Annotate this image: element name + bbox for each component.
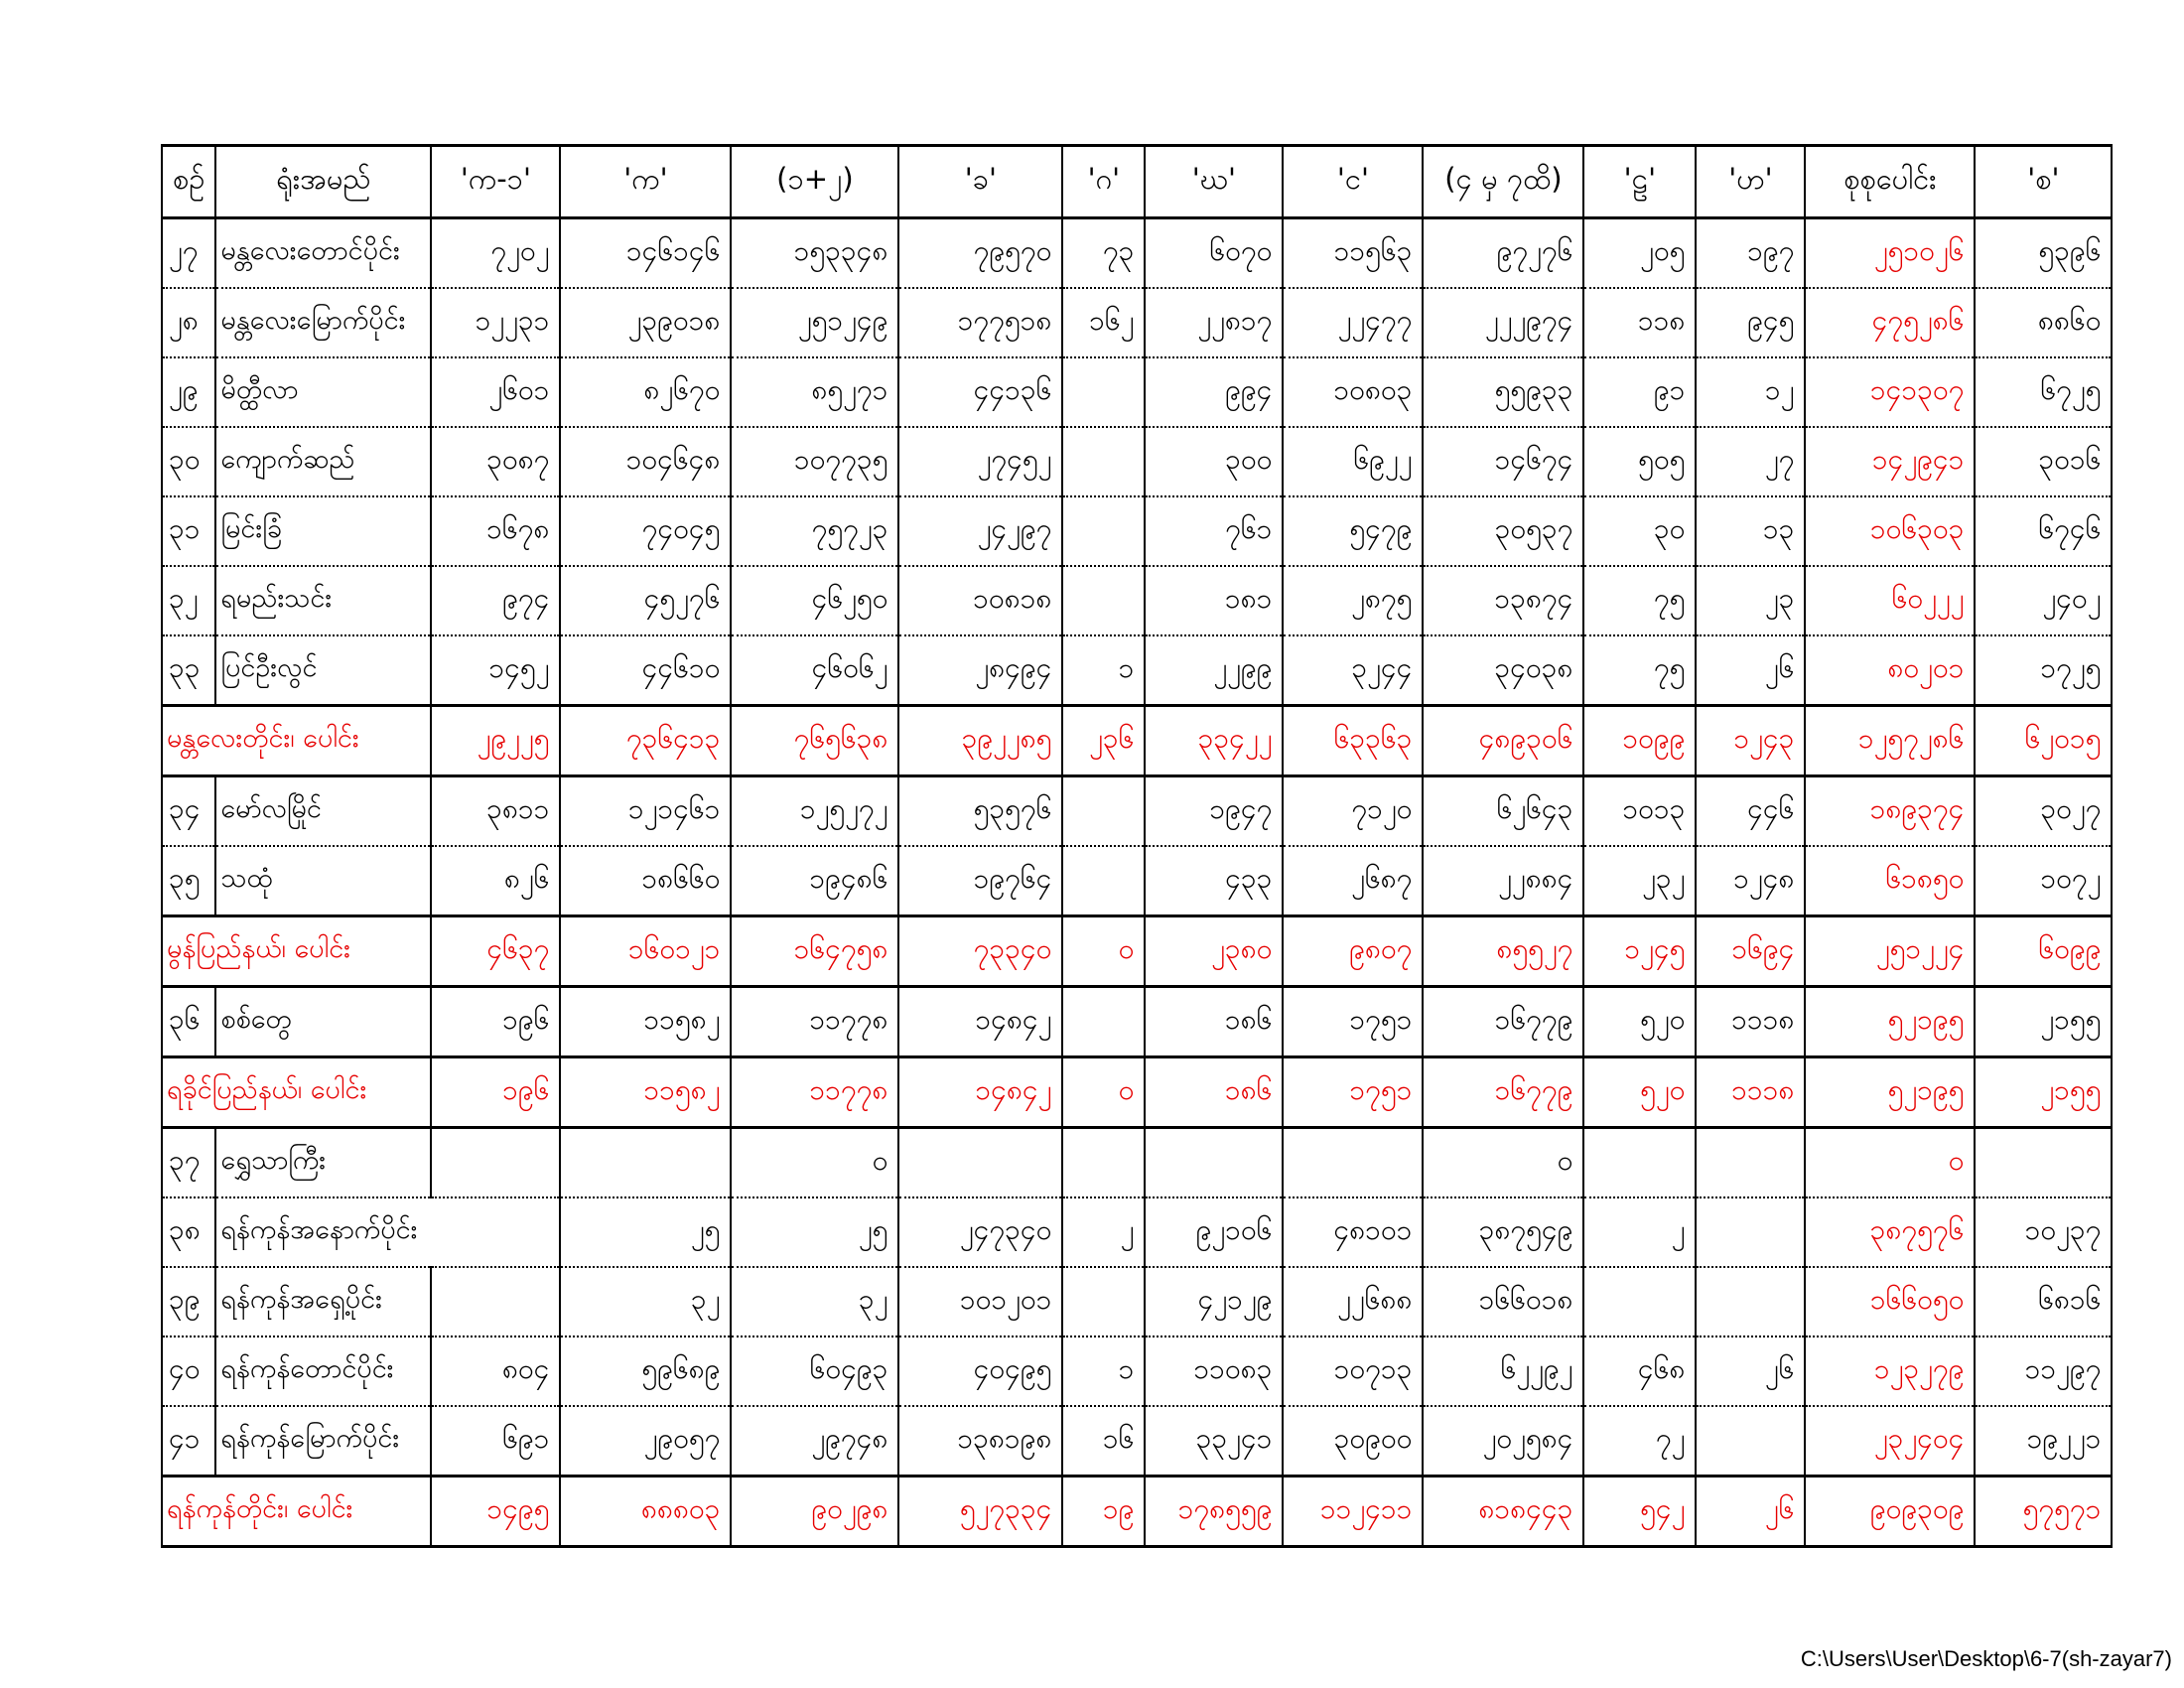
value-cell: ၅၄၇၉	[1283, 496, 1423, 566]
table-row	[162, 566, 2112, 635]
value-cell: ၁၂	[1696, 357, 1805, 427]
total-cell: ၁၄၂၉၄၁	[1805, 427, 1975, 496]
value-cell	[1062, 496, 1145, 566]
value-cell: ၂၆	[1696, 1477, 1805, 1547]
value-cell: ၈၈၈၀၃	[560, 1477, 731, 1547]
row-index: ၄၁	[162, 1406, 215, 1477]
column-header: 'က'	[560, 146, 731, 218]
value-cell: ၁၆၂	[1062, 288, 1145, 357]
value-cell: ၆၉၂၂	[1283, 427, 1423, 496]
row-index: ၃၅	[162, 846, 215, 916]
row-index: ၃၇	[162, 1128, 215, 1198]
value-cell: ၁၉၄၇	[1145, 776, 1283, 847]
column-header: 'ခ'	[898, 146, 1062, 218]
value-cell: ၄၆၃၇	[431, 916, 560, 987]
value-cell: ၆၂၂၉၂	[1423, 1336, 1583, 1406]
value-cell: ၁၂၅၂၇၂	[731, 776, 898, 847]
value-cell: ၂၃၂	[1583, 846, 1696, 916]
value-cell: ၆၂၆၄၃	[1423, 776, 1583, 847]
value-cell: ၁၇၂၅	[1975, 635, 2112, 706]
value-cell: ၄၀၄၉၅	[898, 1336, 1062, 1406]
value-cell: ၃၀၁၆	[1975, 427, 2112, 496]
column-header: 'ဃ'	[1145, 146, 1283, 218]
table-row	[162, 288, 2112, 357]
value-cell: ၂၆၀၁	[431, 357, 560, 427]
value-cell: ၂၅	[560, 1197, 731, 1267]
value-cell	[1062, 427, 1145, 496]
value-cell: ၂၃၈၀	[1145, 916, 1283, 987]
value-cell: ၆၇၂၅	[1975, 357, 2112, 427]
value-cell: ၀	[1062, 916, 1145, 987]
value-cell: ၂၄၀၂	[1975, 566, 2112, 635]
value-cell: ၅၇၅၇၁	[1975, 1477, 2112, 1547]
value-cell: ၀	[1062, 1057, 1145, 1128]
value-cell: ၂၅	[731, 1197, 898, 1267]
value-cell: ၃၀၉၀၀	[1283, 1406, 1423, 1477]
value-cell: ၂၁၅၅	[1975, 987, 2112, 1057]
value-cell: ၂၄၇၃၄၀	[898, 1197, 1062, 1267]
column-header: 'က-၁'	[431, 146, 560, 218]
value-cell: ၁၁၁၈	[1696, 987, 1805, 1057]
office-name: မော်လမြိုင်	[215, 776, 431, 847]
subtotal-label: ရန်ကုန်တိုင်း၊ ပေါင်း	[162, 1477, 431, 1547]
value-cell: ၂၇	[1696, 427, 1805, 496]
value-cell: ၁၁၇၇၈	[731, 987, 898, 1057]
value-cell: ၁၉	[1062, 1477, 1145, 1547]
value-cell: ၁	[1062, 1336, 1145, 1406]
subtotal-row	[162, 916, 2112, 987]
value-cell: ၂၅၁၂၄၉	[731, 288, 898, 357]
table-row	[162, 218, 2112, 289]
value-cell: ၁၃၈၇၄	[1423, 566, 1583, 635]
value-cell: ၁၀၇၇၃၅	[731, 427, 898, 496]
value-cell: ၄၆၂၅၀	[731, 566, 898, 635]
value-cell: ၇၂	[1583, 1406, 1696, 1477]
office-name: စစ်တွေ	[215, 987, 431, 1057]
value-cell: ၇၃	[1062, 218, 1145, 289]
total-cell: ၅၂၁၉၅	[1805, 1057, 1975, 1128]
subtotal-row	[162, 1057, 2112, 1128]
value-cell: ၁၅၃၃၄၈	[731, 218, 898, 289]
value-cell: ၇၃၆၄၁၃	[560, 706, 731, 776]
value-cell	[1583, 1267, 1696, 1336]
value-cell: ၁၁၅၈၂	[560, 987, 731, 1057]
total-cell: ၂၃၂၄၀၄	[1805, 1406, 1975, 1477]
value-cell: ၆၂၀၁၅	[1975, 706, 2112, 776]
value-cell: ၇၅	[1583, 566, 1696, 635]
value-cell	[1283, 1128, 1423, 1198]
value-cell: ၄၆၀၆၂	[731, 635, 898, 706]
value-cell: ၄၂၁၂၉	[1145, 1267, 1283, 1336]
column-header: 'င'	[1283, 146, 1423, 218]
row-index: ၄၀	[162, 1336, 215, 1406]
table-row	[162, 987, 2112, 1057]
value-cell: ၂၃၆	[1062, 706, 1145, 776]
value-cell: ၂၉၇၄၈	[731, 1406, 898, 1477]
value-cell: ၁၆၇၇၉	[1423, 987, 1583, 1057]
table-row	[162, 846, 2112, 916]
value-cell: ၅၃၉၆	[1975, 218, 2112, 289]
value-cell: ၆၇၄၆	[1975, 496, 2112, 566]
column-header: ရုံးအမည်	[215, 146, 431, 218]
value-cell: ၁၁၁၈	[1696, 1057, 1805, 1128]
office-name: ရမည်းသင်း	[215, 566, 431, 635]
table-row	[162, 427, 2112, 496]
value-cell: ၆၀၉၉	[1975, 916, 2112, 987]
value-cell: ၁၉၇	[1696, 218, 1805, 289]
value-cell	[431, 1128, 560, 1198]
row-index: ၃၄	[162, 776, 215, 847]
table-row	[162, 357, 2112, 427]
value-cell: ၇၉၅၇၀	[898, 218, 1062, 289]
value-cell	[431, 1267, 560, 1336]
column-header: စဉ်	[162, 146, 215, 218]
value-cell: ၁၆	[1062, 1406, 1145, 1477]
value-cell: ၂၈၄၉၄	[898, 635, 1062, 706]
value-cell: ၁၇၅၁	[1283, 1057, 1423, 1128]
value-cell: ၁၈၁	[1145, 566, 1283, 635]
value-cell: ၁၀၂၃၇	[1975, 1197, 2112, 1267]
column-header: 'ဂ'	[1062, 146, 1145, 218]
total-cell: ၅၂၁၉၅	[1805, 987, 1975, 1057]
value-cell: ၇၆၁	[1145, 496, 1283, 566]
value-cell: ၇၄၀၄၅	[560, 496, 731, 566]
value-cell: ၃၀	[1583, 496, 1696, 566]
column-header: (၁+၂)	[731, 146, 898, 218]
value-cell: ၄၄၆	[1696, 776, 1805, 847]
office-name: မြင်းခြံ	[215, 496, 431, 566]
value-cell: ၃၀၂၇	[1975, 776, 2112, 847]
subtotal-label: မွန်ပြည်နယ်၊ ပေါင်း	[162, 916, 431, 987]
column-header: စုစုပေါင်း	[1805, 146, 1975, 218]
value-cell: ၅၂၀	[1583, 1057, 1696, 1128]
row-index: ၃၁	[162, 496, 215, 566]
value-cell: ၁၆၉၄	[1696, 916, 1805, 987]
office-name: ပြင်ဦးလွင်	[215, 635, 431, 706]
value-cell	[1062, 566, 1145, 635]
value-cell	[1696, 1197, 1805, 1267]
value-cell: ၇၆၅၆၃၈	[731, 706, 898, 776]
value-cell	[560, 1128, 731, 1198]
value-cell: ၂၂၈၈၄	[1423, 846, 1583, 916]
value-cell	[1062, 776, 1145, 847]
row-index: ၃၀	[162, 427, 215, 496]
value-cell: ၈၅၂၇၁	[731, 357, 898, 427]
value-cell: ၆၀၇၀	[1145, 218, 1283, 289]
value-cell: ၆၉၁	[431, 1406, 560, 1477]
value-cell: ၂၂၆၈၈	[1283, 1267, 1423, 1336]
file-path-footer: C:\Users\User\Desktop\6-7(sh-zayar7)	[1800, 1646, 2172, 1671]
total-cell: ၂၅၁၀၂၆	[1805, 218, 1975, 289]
row-index: ၃၃	[162, 635, 215, 706]
value-cell: ၆၀၄၉၃	[731, 1336, 898, 1406]
value-cell: ၁၄၆၇၄	[1423, 427, 1583, 496]
value-cell: ၃၉၂၂၈၅	[898, 706, 1062, 776]
value-cell: ၁၃	[1696, 496, 1805, 566]
value-cell: ၂၄၂၉၇	[898, 496, 1062, 566]
office-name: မန္တလေးတောင်ပိုင်း	[215, 218, 431, 289]
column-header: 'ဟ'	[1696, 146, 1805, 218]
value-cell: ၃၂	[560, 1267, 731, 1336]
value-cell: ၆၈၁၆	[1975, 1267, 2112, 1336]
value-cell: ၁၂၁၄၆၁	[560, 776, 731, 847]
value-cell: ၂၆	[1696, 635, 1805, 706]
value-cell: ၈၁၈၄၄၃	[1423, 1477, 1583, 1547]
table-row	[162, 1128, 2112, 1198]
office-name: ရန်ကုန်မြောက်ပိုင်း	[215, 1406, 431, 1477]
value-cell: ၄၄၁၃၆	[898, 357, 1062, 427]
value-cell: ၁၄၈၄၂	[898, 987, 1062, 1057]
value-cell: ၈၅၅၂၇	[1423, 916, 1583, 987]
value-cell: ၁၀၄၆၄၈	[560, 427, 731, 496]
total-cell: ၄၇၅၂၈၆	[1805, 288, 1975, 357]
value-cell: ၁၀၉၉	[1583, 706, 1696, 776]
column-header: 'ဠ'	[1583, 146, 1696, 218]
value-cell: ၃၄၀၃၈	[1423, 635, 1583, 706]
total-cell: ၂၅၁၂၂၄	[1805, 916, 1975, 987]
value-cell: ၇၁၂၀	[1283, 776, 1423, 847]
value-cell: ၃၈၁၁	[431, 776, 560, 847]
table-body	[162, 218, 2112, 1547]
value-cell: ၄၄၆၁၀	[560, 635, 731, 706]
value-cell: ၁၁၂၄၁၁	[1283, 1477, 1423, 1547]
value-cell: ၁၁၀၈၃	[1145, 1336, 1283, 1406]
value-cell: ၇၅	[1583, 635, 1696, 706]
value-cell: ၁၆၀၁၂၁	[560, 916, 731, 987]
value-cell	[1062, 846, 1145, 916]
value-cell: ၂၂၉၉	[1145, 635, 1283, 706]
value-cell: ၉၈၀၇	[1283, 916, 1423, 987]
value-cell: ၁၁၈	[1583, 288, 1696, 357]
value-cell: ၂၀၂၅၈၄	[1423, 1406, 1583, 1477]
total-cell: ၃၈၇၅၇၆	[1805, 1197, 1975, 1267]
value-cell: ၃၀၅၃၇	[1423, 496, 1583, 566]
value-cell: ၅၃၅၇၆	[898, 776, 1062, 847]
value-cell: ၁၀၈၁၈	[898, 566, 1062, 635]
value-cell: ၃၃၄၂၂	[1145, 706, 1283, 776]
value-cell: ၁၇၇၅၁၈	[898, 288, 1062, 357]
value-cell: ၆၃၃၆၃	[1283, 706, 1423, 776]
row-index: ၃၆	[162, 987, 215, 1057]
value-cell: ၁၀၈၀၃	[1283, 357, 1423, 427]
value-cell	[1583, 1128, 1696, 1198]
value-cell: ၁၄၅၂	[431, 635, 560, 706]
office-name: မိတ္ထီလာ	[215, 357, 431, 427]
office-name: ကျောက်ဆည်	[215, 427, 431, 496]
value-cell: ၁၁၅၆၃	[1283, 218, 1423, 289]
column-header: (၄ မှ ၇ထိ)	[1423, 146, 1583, 218]
value-cell: ၄၆၈	[1583, 1336, 1696, 1406]
value-cell: ၉၀၂၉၈	[731, 1477, 898, 1547]
value-cell: ၁၁၂၉၇	[1975, 1336, 2112, 1406]
office-name: ရန်ကုန်အရှေ့ပိုင်း	[215, 1267, 431, 1336]
row-index: ၃၂	[162, 566, 215, 635]
value-cell: ၃၂	[731, 1267, 898, 1336]
column-header: 'စ'	[1975, 146, 2112, 218]
value-cell: ၁၉၆	[431, 1057, 560, 1128]
value-cell: ၅၂၀	[1583, 987, 1696, 1057]
table-row	[162, 1406, 2112, 1477]
total-cell: ၁၀၆၃၀၃	[1805, 496, 1975, 566]
value-cell: ၁၉၇၆၄	[898, 846, 1062, 916]
statistics-table	[161, 144, 2113, 1548]
total-cell: ၁၄၁၃၀၇	[1805, 357, 1975, 427]
value-cell: ၁၁၅၈၂	[560, 1057, 731, 1128]
value-cell	[1696, 1267, 1805, 1336]
table-row	[162, 496, 2112, 566]
value-cell: ၂၉၀၅၇	[560, 1406, 731, 1477]
value-cell: ၂၂၄၇၇	[1283, 288, 1423, 357]
value-cell: ၁၄၉၅	[431, 1477, 560, 1547]
value-cell: ၂၂၂၉၇၄	[1423, 288, 1583, 357]
subtotal-label: မန္တလေးတိုင်း၊ ပေါင်း	[162, 706, 431, 776]
value-cell: ၉၄၅	[1696, 288, 1805, 357]
value-cell: ၂၀၅	[1583, 218, 1696, 289]
value-cell: ၈၂၆	[431, 846, 560, 916]
total-cell: ၁၂၃၂၇၉	[1805, 1336, 1975, 1406]
value-cell: ၁၇၅၁	[1283, 987, 1423, 1057]
value-cell: ၂	[1062, 1197, 1145, 1267]
total-cell: ၉၀၉၃၀၉	[1805, 1477, 1975, 1547]
value-cell: ၄၃၃	[1145, 846, 1283, 916]
office-name: ရွှေသာကြီး	[215, 1128, 431, 1198]
value-cell	[1062, 987, 1145, 1057]
value-cell: ၁၆၇၈	[431, 496, 560, 566]
value-cell: ၁၃၈၁၉၈	[898, 1406, 1062, 1477]
value-cell: ၁၆၄၇၅၈	[731, 916, 898, 987]
value-cell: ၄၈၉၃၀၆	[1423, 706, 1583, 776]
value-cell: ၂၃၉၀၁၈	[560, 288, 731, 357]
value-cell: ၁၈၆၆၀	[560, 846, 731, 916]
value-cell: ၁၁၇၇၈	[731, 1057, 898, 1128]
value-cell: ၁၀၁၃	[1583, 776, 1696, 847]
value-cell	[1062, 1128, 1145, 1198]
office-name: ရန်ကုန်အနောက်ပိုင်း	[215, 1197, 560, 1267]
value-cell: ၁၂၂၃၁	[431, 288, 560, 357]
value-cell: ၀	[731, 1128, 898, 1198]
value-cell: ၈၀၄	[431, 1336, 560, 1406]
value-cell: ၂၈၇၅	[1283, 566, 1423, 635]
value-cell: ၁၈၆	[1145, 987, 1283, 1057]
value-cell: ၈၂၆၇၀	[560, 357, 731, 427]
value-cell: ၁၈၆	[1145, 1057, 1283, 1128]
value-cell: ၇၃၃၄၀	[898, 916, 1062, 987]
total-cell: ၀	[1805, 1128, 1975, 1198]
value-cell: ၃၃၂၄၁	[1145, 1406, 1283, 1477]
value-cell	[1062, 357, 1145, 427]
value-cell: ၂	[1583, 1197, 1696, 1267]
total-cell: ၁၂၅၇၂၈၆	[1805, 706, 1975, 776]
subtotal-row	[162, 706, 2112, 776]
office-name: ရန်ကုန်တောင်ပိုင်း	[215, 1336, 431, 1406]
table-row	[162, 635, 2112, 706]
value-cell: ၃၂၄၄	[1283, 635, 1423, 706]
value-cell: ၁၂၄၈	[1696, 846, 1805, 916]
value-cell: ၁၀၇၂	[1975, 846, 2112, 916]
value-cell: ၉၇၄	[431, 566, 560, 635]
value-cell: ၃၈၇၅၄၉	[1423, 1197, 1583, 1267]
value-cell: ၅၄၂	[1583, 1477, 1696, 1547]
row-index: ၂၉	[162, 357, 215, 427]
value-cell: ၃၀၀	[1145, 427, 1283, 496]
row-index: ၂၈	[162, 288, 215, 357]
value-cell: ၇၅၇၂၃	[731, 496, 898, 566]
value-cell: ၉၂၁၀၆	[1145, 1197, 1283, 1267]
value-cell: ၂၉၂၂၅	[431, 706, 560, 776]
value-cell: ၁၂၄၅	[1583, 916, 1696, 987]
value-cell: ၅၉၆၈၉	[560, 1336, 731, 1406]
total-cell: ၈၀၂၀၁	[1805, 635, 1975, 706]
value-cell: ၉၉၄	[1145, 357, 1283, 427]
value-cell: ၁၆၇၇၉	[1423, 1057, 1583, 1128]
value-cell: ၉၁	[1583, 357, 1696, 427]
subtotal-label: ရခိုင်ပြည်နယ်၊ ပေါင်း	[162, 1057, 431, 1128]
value-cell	[1696, 1406, 1805, 1477]
row-index: ၃၉	[162, 1267, 215, 1336]
value-cell: ၁၇၈၅၅၉	[1145, 1477, 1283, 1547]
value-cell: ၇၂၀၂	[431, 218, 560, 289]
total-cell: ၁၈၉၃၇၄	[1805, 776, 1975, 847]
subtotal-row	[162, 1477, 2112, 1547]
value-cell: ၂၆	[1696, 1336, 1805, 1406]
table-row	[162, 1267, 2112, 1336]
total-cell: ၆၀၂၂၂	[1805, 566, 1975, 635]
value-cell: ၂၁၅၅	[1975, 1057, 2112, 1128]
value-cell: ၂၂၈၁၇	[1145, 288, 1283, 357]
value-cell	[1145, 1128, 1283, 1198]
total-cell: ၆၁၈၅၀	[1805, 846, 1975, 916]
value-cell: ၀	[1423, 1128, 1583, 1198]
row-index: ၃၈	[162, 1197, 215, 1267]
value-cell: ၁၉၆	[431, 987, 560, 1057]
value-cell: ၄၈၁၀၁	[1283, 1197, 1423, 1267]
value-cell: ၅၀၅	[1583, 427, 1696, 496]
value-cell	[898, 1128, 1062, 1198]
value-cell	[1975, 1128, 2112, 1198]
value-cell: ၁၉၂၂၁	[1975, 1406, 2112, 1477]
total-cell: ၁၆၆၀၅၀	[1805, 1267, 1975, 1336]
table-row	[162, 1336, 2112, 1406]
value-cell: ၁၉၄၈၆	[731, 846, 898, 916]
value-cell: ၈၈၆၀	[1975, 288, 2112, 357]
value-cell: ၅၂၇၃၃၄	[898, 1477, 1062, 1547]
value-cell: ၉၇၂၇၆	[1423, 218, 1583, 289]
header-row	[162, 146, 2112, 218]
value-cell: ၅၅၉၃၃	[1423, 357, 1583, 427]
value-cell: ၂၆၈၇	[1283, 846, 1423, 916]
office-name: မန္တလေးမြောက်ပိုင်း	[215, 288, 431, 357]
value-cell	[1062, 1267, 1145, 1336]
value-cell: ၂၇၄၅၂	[898, 427, 1062, 496]
value-cell: ၁၄၈၄၂	[898, 1057, 1062, 1128]
value-cell	[1696, 1128, 1805, 1198]
value-cell: ၃၀၈၇	[431, 427, 560, 496]
row-index: ၂၇	[162, 218, 215, 289]
value-cell: ၁၀၁၂၀၁	[898, 1267, 1062, 1336]
table-row	[162, 1197, 2112, 1267]
value-cell: ၁၂၄၃	[1696, 706, 1805, 776]
office-name: သထုံ	[215, 846, 431, 916]
value-cell: ၁၆၆၀၁၈	[1423, 1267, 1583, 1336]
value-cell: ၂၃	[1696, 566, 1805, 635]
value-cell: ၁၄၆၁၄၆	[560, 218, 731, 289]
value-cell: ၁	[1062, 635, 1145, 706]
table-row	[162, 776, 2112, 847]
value-cell: ၁၀၇၁၃	[1283, 1336, 1423, 1406]
value-cell: ၄၅၂၇၆	[560, 566, 731, 635]
